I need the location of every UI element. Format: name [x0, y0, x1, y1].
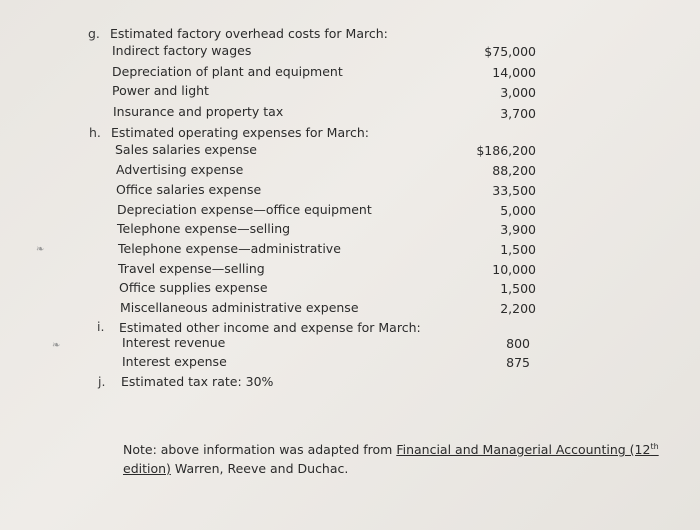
i-item-label: Interest revenue	[122, 335, 226, 350]
h-item-value: 1,500	[500, 242, 536, 257]
g-item-value: $75,000	[484, 44, 536, 59]
margin-mark-icon: ❧	[36, 244, 45, 255]
i-item-label: Interest expense	[122, 354, 227, 369]
h-item-value: $186,200	[476, 143, 536, 158]
section-i-marker: i.	[97, 319, 105, 334]
section-h-marker: h.	[89, 125, 101, 140]
h-item-label: Office salaries expense	[116, 182, 262, 197]
h-item-label: Miscellaneous administrative expense	[120, 300, 359, 315]
g-item-label: Indirect factory wages	[112, 43, 252, 58]
note-authors: Warren, Reeve and Duchac.	[170, 461, 349, 476]
h-item-value: 3,900	[500, 222, 536, 237]
h-item-label: Depreciation expense—office equipment	[117, 202, 372, 217]
h-item-value: 1,500	[500, 281, 536, 296]
h-item-label: Telephone expense—administrative	[118, 241, 341, 256]
i-item-value: 875	[506, 355, 530, 370]
book-title: Financial and Managerial Accounting (12th edition)	[123, 441, 659, 476]
section-i-title: Estimated other income and expense for March:	[119, 320, 421, 335]
h-item-label: Advertising expense	[116, 162, 244, 177]
h-item-label: Telephone expense—selling	[117, 221, 291, 236]
margin-mark-icon: ❧	[52, 340, 61, 351]
h-item-value: 5,000	[500, 203, 536, 218]
g-item-value: 14,000	[492, 65, 536, 80]
section-h-title: Estimated operating expenses for March:	[111, 125, 369, 140]
note-prefix: Note: above information was adapted from	[123, 442, 397, 457]
h-item-label: Office supplies expense	[119, 280, 268, 295]
g-item-value: 3,700	[500, 106, 536, 121]
g-item-label: Insurance and property tax	[113, 104, 284, 119]
h-item-value: 2,200	[500, 301, 536, 316]
section-j-marker: j.	[98, 374, 106, 389]
section-g-marker: g.	[88, 26, 100, 41]
h-item-value: 88,200	[492, 163, 536, 178]
source-note	[123, 440, 693, 478]
g-item-value: 3,000	[500, 85, 536, 100]
g-item-label: Power and light	[112, 83, 209, 98]
h-item-label: Sales salaries expense	[115, 142, 257, 157]
section-j-title: Estimated tax rate: 30%	[121, 374, 274, 389]
g-item-label: Depreciation of plant and equipment	[112, 64, 343, 79]
section-g-title: Estimated factory overhead costs for March:	[110, 26, 388, 41]
i-item-value: 800	[506, 336, 530, 351]
h-item-value: 33,500	[492, 183, 536, 198]
h-item-label: Travel expense—selling	[118, 261, 265, 276]
h-item-value: 10,000	[492, 262, 536, 277]
